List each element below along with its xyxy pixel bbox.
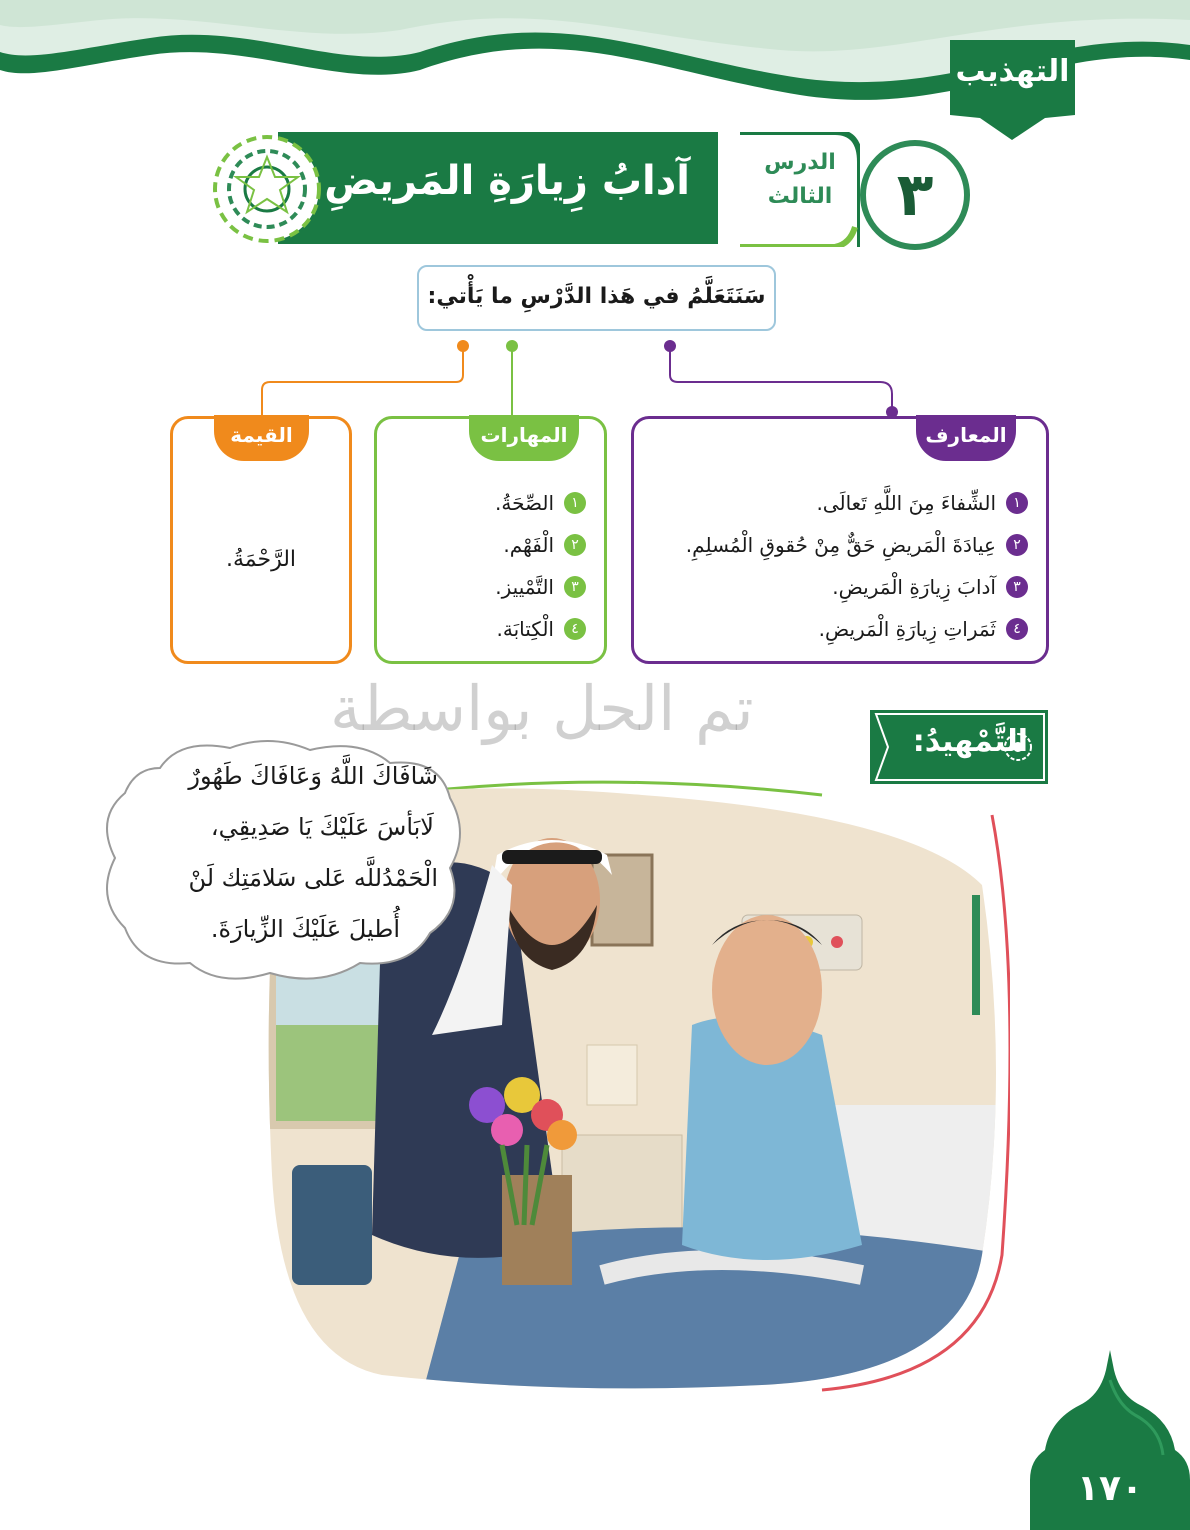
- lesson-title: آدابُ زِيارَةِ المَريضِ: [324, 158, 690, 204]
- subject-tab: [945, 40, 1080, 140]
- value-text: الرَّحْمَةُ.: [225, 547, 297, 572]
- item-text: الْكِتابَة.: [496, 617, 554, 641]
- knowledge-card-title: المعارف: [916, 415, 1016, 461]
- item-text: ثَمَراتِ زِيارَةِ الْمَريضِ.: [818, 617, 996, 641]
- item-number: ٢: [564, 534, 586, 556]
- skills-card-title: المهارات: [469, 415, 579, 461]
- list-item: [495, 491, 586, 515]
- value-card: [170, 416, 352, 664]
- item-text: التَّمْييز.: [495, 575, 554, 599]
- page-number-ornament: [1030, 1350, 1190, 1530]
- lesson-label: [740, 132, 860, 247]
- intro-box: [417, 265, 776, 331]
- lesson-number-badge: [860, 140, 970, 250]
- item-text: الْفَهْم.: [503, 533, 554, 557]
- tamheed-label: [870, 710, 1048, 784]
- lesson-label-ordinal: الثالث: [767, 184, 833, 209]
- item-number: ٤: [1006, 618, 1028, 640]
- watermark-line-1: تم الحل بواسطة: [330, 672, 754, 745]
- lesson-number: ٣: [896, 160, 934, 230]
- speech-line: لَابَأسَ عَلَيْكَ يَا صَدِيقِي،: [210, 813, 434, 841]
- list-item: [832, 575, 1028, 599]
- intro-text: سَنَتَعَلَّمُ في هَذا الدَّرْسِ ما يَأْتي:: [427, 284, 766, 309]
- list-item: [495, 575, 586, 599]
- item-number: ٣: [564, 576, 586, 598]
- list-item: [816, 491, 1028, 515]
- subject-title: التهذيب: [955, 54, 1070, 89]
- list-item: [686, 533, 1028, 557]
- lesson-label-word: الدرس: [764, 150, 836, 175]
- list-item: [503, 533, 586, 557]
- tamheed-title: التَّمْهيدُ:: [912, 724, 1028, 759]
- speech-line: الْحَمْدُللَّه عَلى سَلامَتِك لَنْ: [188, 864, 438, 892]
- item-text: عِيادَةَ الْمَريضِ حَقٌّ مِنْ حُقوقِ الْمُسلِمِ.: [685, 533, 996, 557]
- speech-line: شَافَاكَ اللَّهُ وَعَافَاكَ طَهُورٌ: [188, 762, 438, 790]
- item-number: ١: [1006, 492, 1028, 514]
- lesson-title-bar: [278, 132, 718, 244]
- skills-card: [374, 416, 607, 664]
- item-text: الشِّفاءَ مِنَ اللَّهِ تَعالَى.: [816, 491, 996, 515]
- item-number: ١: [564, 492, 586, 514]
- rosette-ornament-icon: [210, 132, 325, 247]
- page-number: ١٧٠: [1077, 1468, 1143, 1509]
- item-text: الصِّحَةُ.: [495, 491, 554, 515]
- value-card-title: القيمة: [214, 415, 309, 461]
- list-item: [497, 617, 586, 641]
- list-item: [819, 617, 1028, 641]
- knowledge-card: [631, 416, 1049, 664]
- speech-line: أُطيلَ عَلَيْكَ الزِّيارَةَ.: [210, 915, 400, 943]
- item-text: آدابَ زِيارَةِ الْمَريضِ.: [832, 575, 996, 599]
- item-number: ٤: [564, 618, 586, 640]
- item-number: ٢: [1006, 534, 1028, 556]
- item-number: ٣: [1006, 576, 1028, 598]
